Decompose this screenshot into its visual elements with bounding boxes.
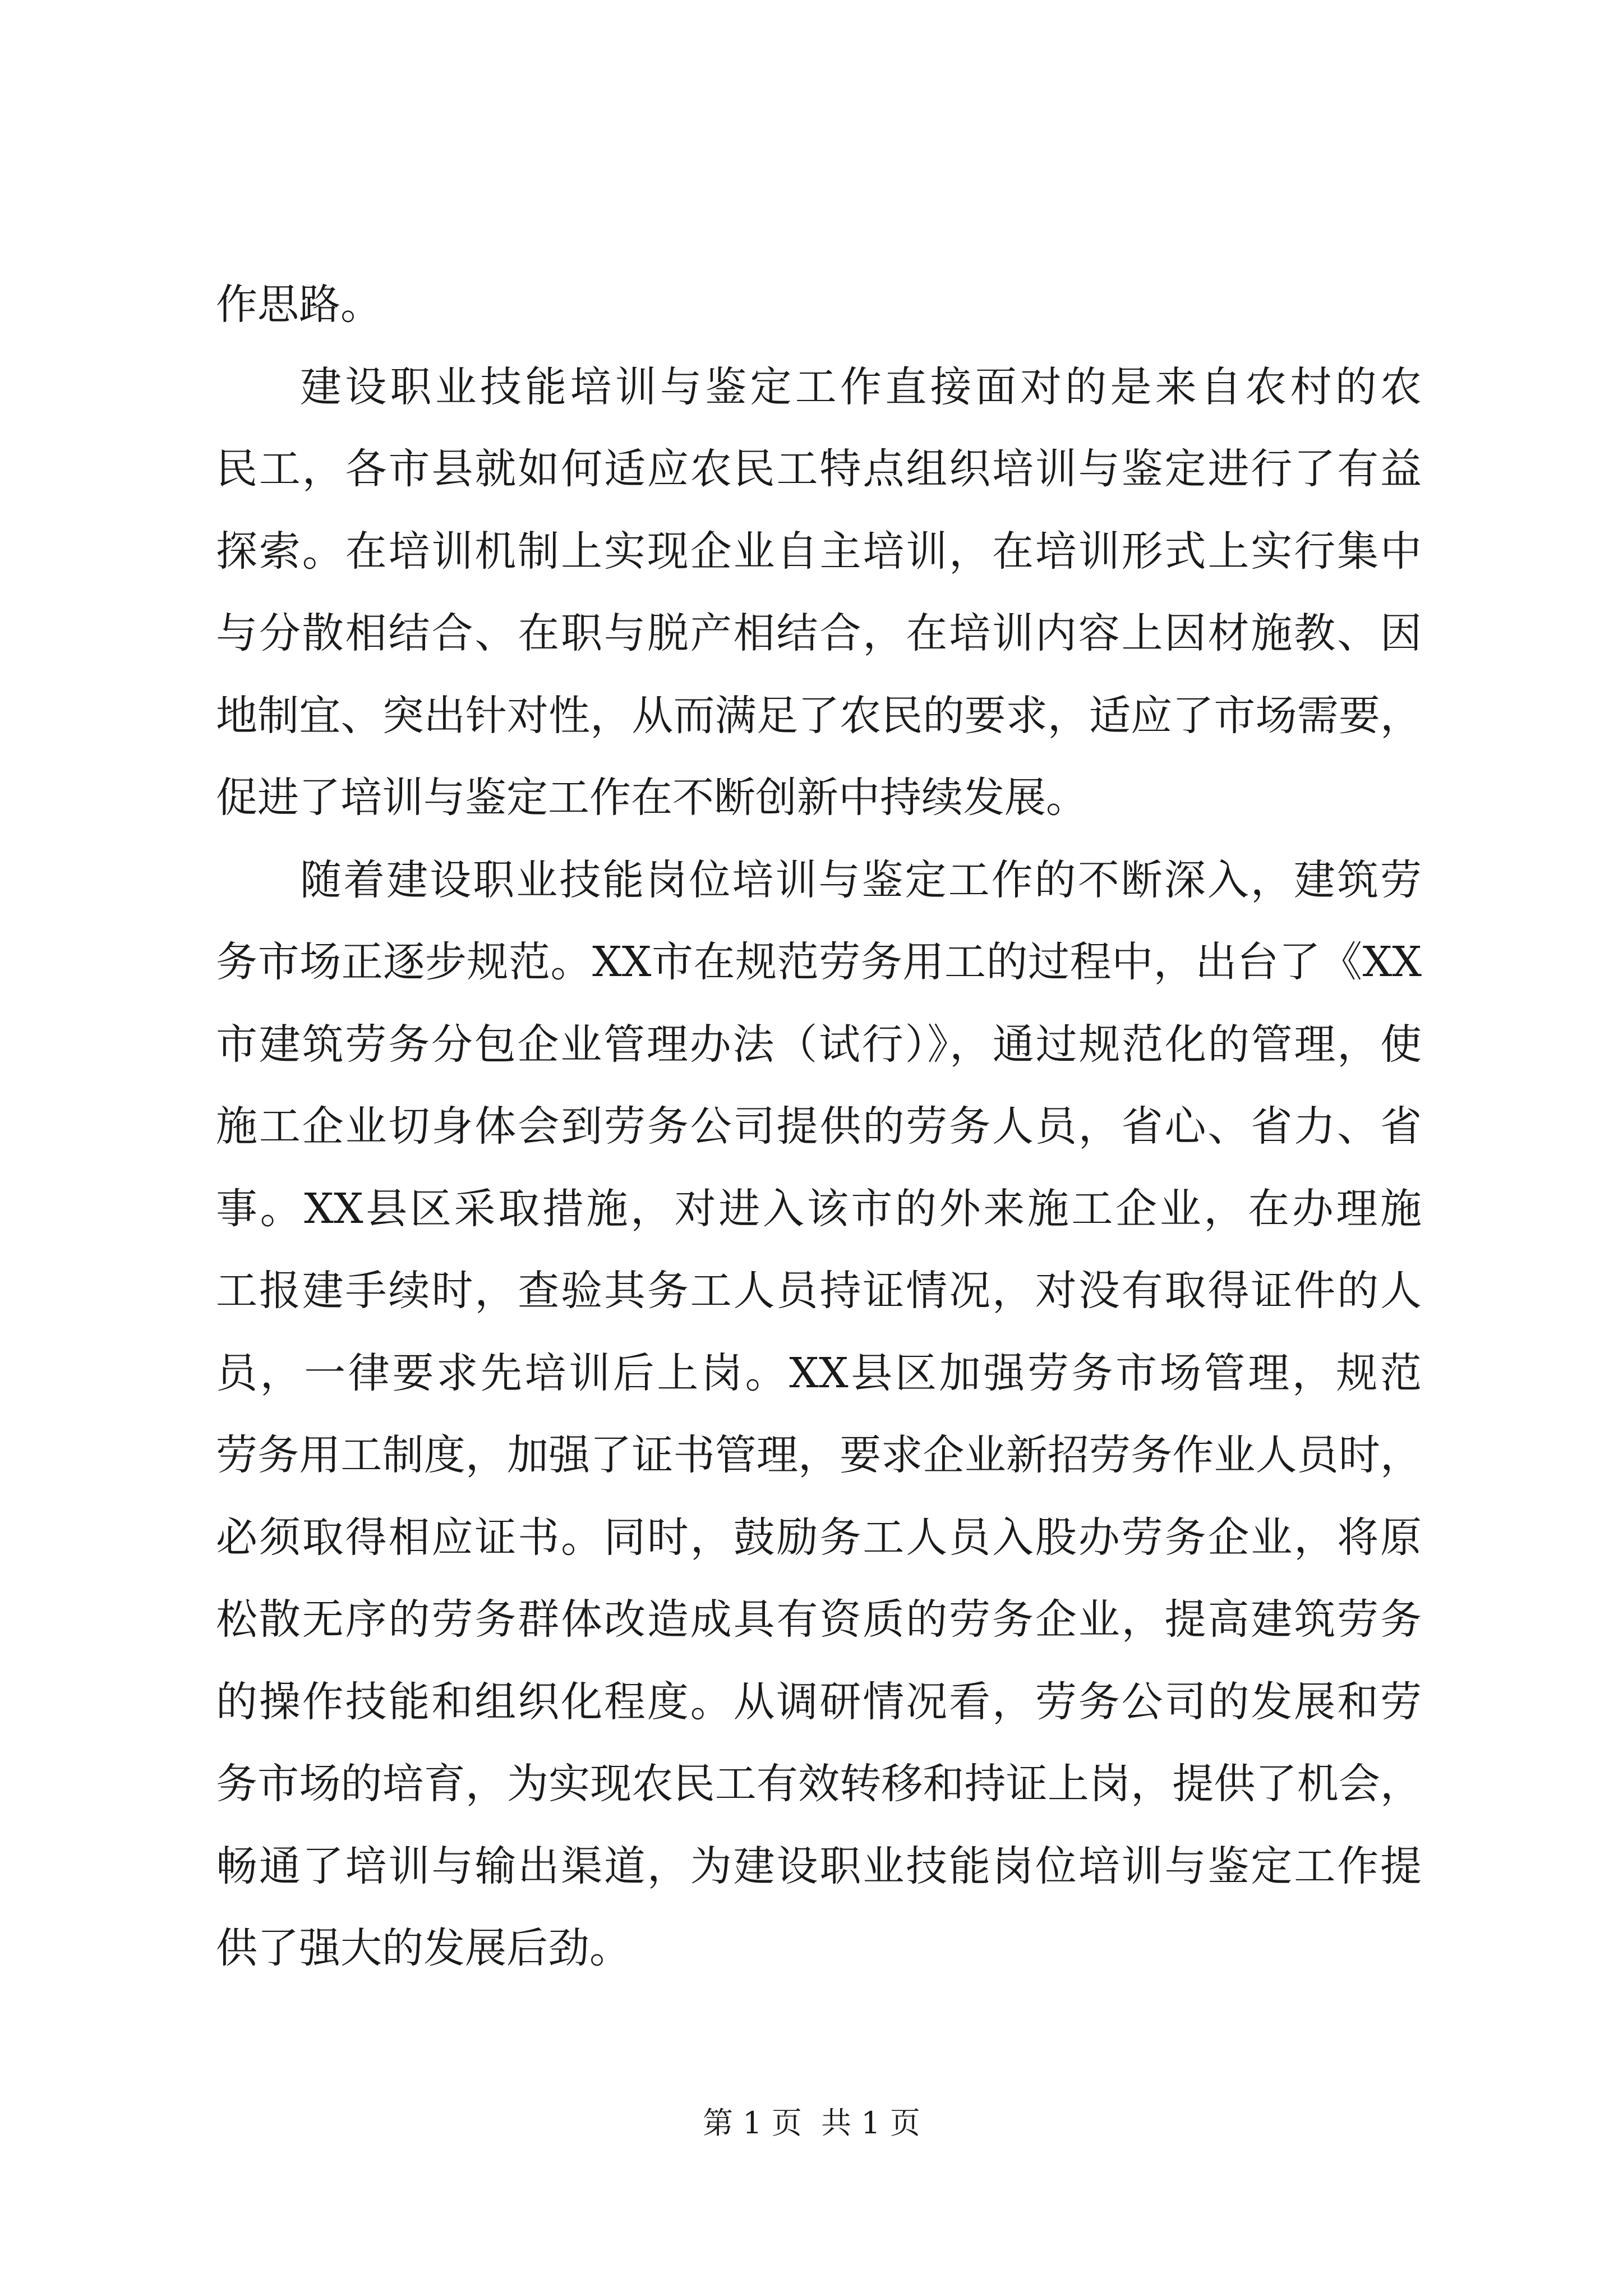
paragraph — [216, 346, 1422, 839]
text-line: 施工企业切身体会到劳务公司提供的劳务人员，省心、省力、省 — [216, 1102, 1422, 1151]
text-line: 市建筑劳务分包企业管理办法（试行）》，通过规范化的管理，使 — [216, 1020, 1422, 1069]
text-line: 随着建设职业技能岗位培训与鉴定工作的不断深入，建筑劳 — [300, 855, 1422, 904]
text-line: 畅通了培训与输出渠道，为建设职业技能岗位培训与鉴定工作提 — [216, 1842, 1422, 1890]
text-line: 促进了培训与鉴定工作在不断创新中持续发展。 — [216, 774, 1087, 822]
text-line: 事。XX县区采取措施，对进入该市的外来施工企业，在办理施 — [216, 1184, 1422, 1233]
paragraph — [216, 264, 1422, 346]
text-line: 必须取得相应证书。同时，鼓励务工人员入股办劳务企业，将原 — [216, 1513, 1422, 1562]
text-line: 务市场的培育，为实现农民工有效转移和持证上岗，提供了机会， — [216, 1760, 1422, 1808]
text-line: 工报建手续时，查验其务工人员持证情况，对没有取得证件的人 — [216, 1267, 1422, 1315]
document-body — [216, 264, 1422, 1990]
text-line: 劳务用工制度，加强了证书管理，要求企业新招劳务作业人员时， — [216, 1431, 1422, 1479]
page-footer: 第 1 页 共 1 页 — [703, 2105, 920, 2141]
text-line: 探索。在培训机制上实现企业自主培训，在培训形式上实行集中 — [216, 527, 1422, 576]
text-line: 地制宜、突出针对性，从而满足了农民的要求，适应了市场需要， — [216, 691, 1422, 740]
text-line: 的操作技能和组织化程度。从调研情况看，劳务公司的发展和劳 — [216, 1677, 1422, 1726]
paragraph — [216, 839, 1422, 1990]
text-line: 务市场正逐步规范。XX市在规范劳务用工的过程中，出台了《XX — [216, 938, 1422, 986]
text-line: 松散无序的劳务群体改造成具有资质的劳务企业，提高建筑劳务 — [216, 1595, 1422, 1644]
text-line: 民工，各市县就如何适应农民工特点组织培训与鉴定进行了有益 — [216, 445, 1422, 493]
text-line: 与分散相结合、在职与脱产相结合，在培训内容上因材施教、因 — [216, 609, 1422, 657]
text-line: 供了强大的发展后劲。 — [216, 1924, 631, 1972]
text-line: 员，一律要求先培训后上岗。XX县区加强劳务市场管理，规范 — [216, 1349, 1422, 1397]
text-line: 建设职业技能培训与鉴定工作直接面对的是来自农村的农 — [300, 362, 1422, 411]
text-line: 作思路。 — [216, 280, 382, 329]
